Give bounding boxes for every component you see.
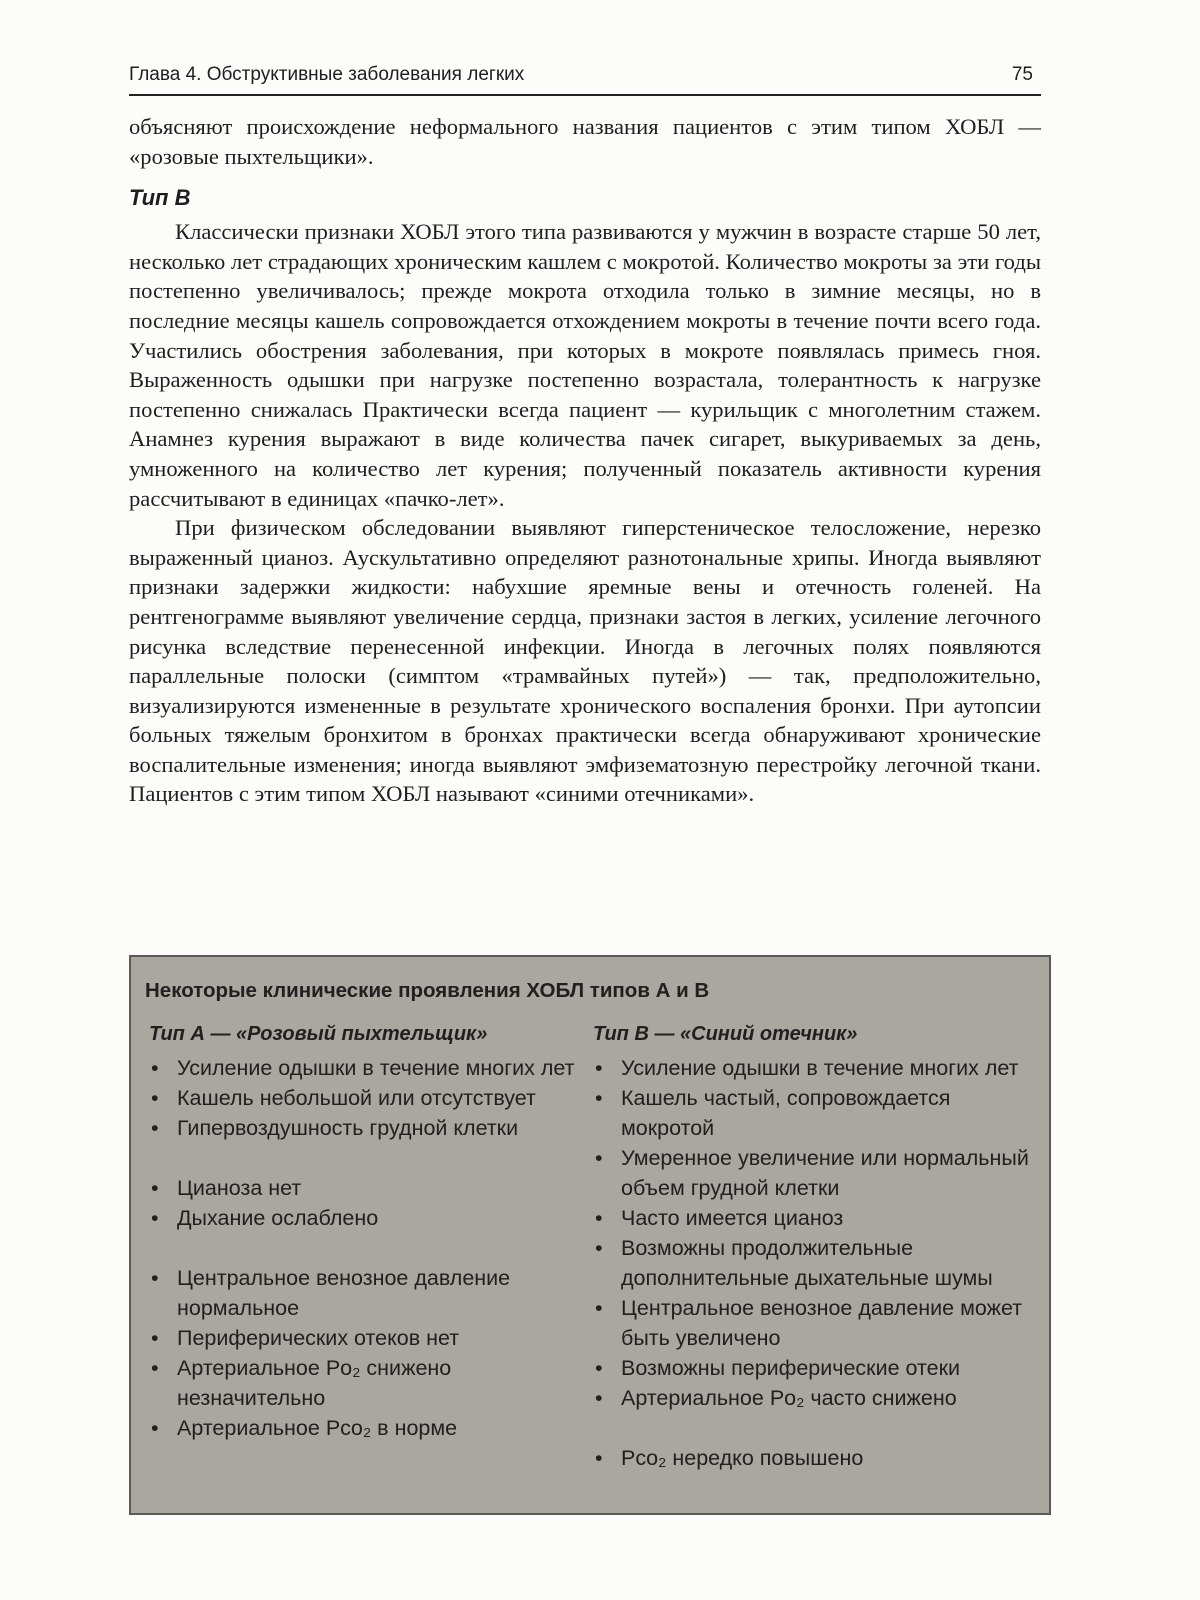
list-item: • Периферических отеков нет (149, 1323, 589, 1353)
list-item: • Кашель частый, сопровождается мокротой (593, 1083, 1033, 1143)
list-item: • Возможны периферические отеки (593, 1353, 1033, 1383)
list-item: • Умеренное увеличение или нормальный объем грудной клетки (593, 1143, 1033, 1203)
list-item: • Усиление одышки в течение многих лет (149, 1053, 589, 1083)
chapter-title: Глава 4. Обструктивные заболевания легких (129, 64, 525, 85)
type-a-list (149, 1053, 589, 1443)
comparison-box (129, 955, 1051, 1515)
list-item: • Часто имеется цианоз (593, 1203, 1033, 1233)
list-item: • Цианоза нет (149, 1173, 589, 1203)
intro-continuation: объясняют происхождение неформального названия пациентов с этим типом ХОБЛ — «розовые пыхтельщики». (129, 114, 1041, 169)
type-b-heading: Тип B — «Синий отечник» (593, 1023, 858, 1045)
list-item: • Pco₂ нередко повышено (593, 1443, 1033, 1473)
type-b-list (593, 1053, 1033, 1473)
main-text (129, 112, 1041, 809)
running-header (129, 62, 1041, 96)
list-item: • Центральное венозное давление нормальное (149, 1263, 589, 1323)
type-b-column (593, 1023, 1033, 1473)
list-item: • Гипервоздушность грудной клетки (149, 1113, 589, 1143)
list-item: • Артериальное Po₂ часто снижено (593, 1383, 1033, 1413)
type-a-column (149, 1023, 589, 1443)
type-a-heading: Тип А — «Розовый пыхтельщик» (149, 1023, 488, 1045)
box-title: Некоторые клинические проявления ХОБЛ типов А и B (145, 979, 710, 1002)
list-item: • Возможны продолжительные дополнительные дыхательные шумы (593, 1233, 1033, 1293)
paragraph-1: Классически признаки ХОБЛ этого типа развиваются у мужчин в возрасте старше 50 лет, несколько лет страдающих хроническим кашлем с мокротой. Количество мокроты за эти годы постепенно увеличивалось; прежде мокрота отходила только в зимние месяцы, но в последние месяцы кашель сопровождается отхождением мокроты в течение почти всего года. Участились обострения заболевания, при которых в мокроте появлялась примесь гноя. Выраженность одышки при нагрузке постепенно возрастала, толерантность к нагрузке постепенно снижалась Практически всегда пациент — курильщик с многолетним стажем. Анамнез курения выражают в виде количества пачек сигарет, выкуриваемых за день, умноженного на количество лет курения; полученный показатель активности курения рассчитывают в единицах «пачко-лет». (129, 219, 1041, 511)
page-number: 75 (1011, 64, 1033, 85)
list-item: • Центральное венозное давление может быть увеличено (593, 1293, 1033, 1353)
list-item: • Артериальное Pco₂ в норме (149, 1413, 589, 1443)
list-item: • Дыхание ослаблено (149, 1203, 589, 1233)
list-item: • Усиление одышки в течение многих лет (593, 1053, 1033, 1083)
section-heading: Тип B (129, 185, 191, 211)
paragraph-2: При физическом обследовании выявляют гиперстеническое телосложение, нерезко выраженный цианоз. Аускультативно определяют разнотональные хрипы. Иногда выявляют признаки задержки жидкости: набухшие яремные вены и отечность голеней. На рентгенограмме выявляют увеличение сердца, признаки застоя в легких, усиление легочного рисунка вследствие перенесенной инфекции. Иногда в легочных полях появляются параллельные полоски (симптом «трамвайных путей») — так, предположительно, визуализируются измененные в результате хронического воспаления бронхи. При аутопсии больных тяжелым бронхитом в бронхах практически всегда обнаруживают хронические воспалительные изменения; иногда выявляют эмфизематозную перестройку легочной ткани. Пациентов с этим типом ХОБЛ называют «синими отечниками». (129, 515, 1041, 807)
list-item: • Артериальное Po₂ снижено незначительно (149, 1353, 589, 1413)
list-item: • Кашель небольшой или отсутствует (149, 1083, 589, 1113)
